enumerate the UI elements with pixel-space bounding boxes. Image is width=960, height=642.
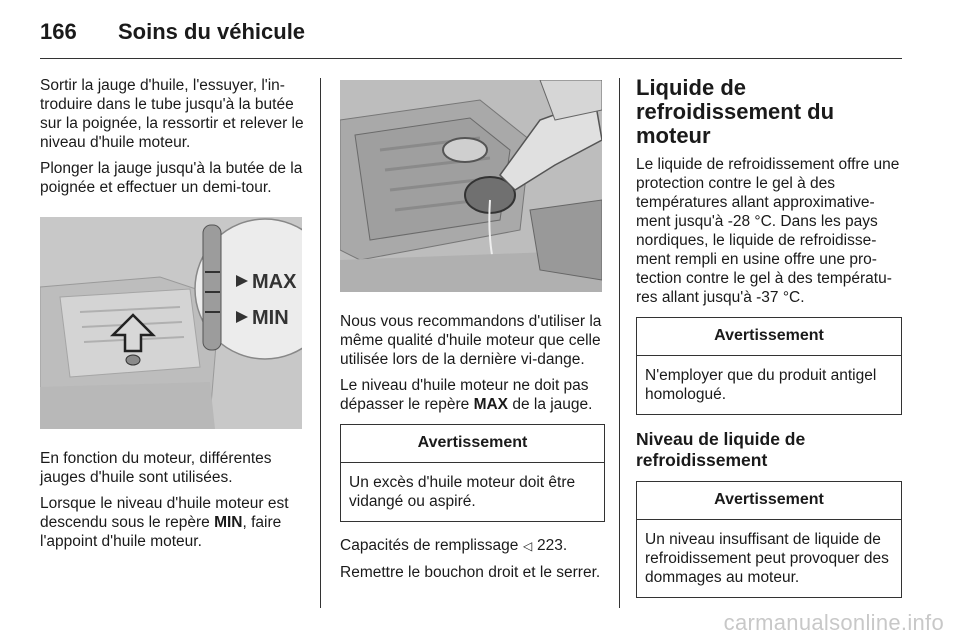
column-1 (40, 76, 305, 558)
paragraph: Nous vous recommandons d'utiliser la même qualité d'huile moteur que celle utilisée lors de la dernière vi-dange. (340, 313, 602, 368)
min-mark-label: MIN (252, 307, 289, 329)
warning-title: Avertissement (637, 318, 901, 356)
oil-filler-drawing (340, 80, 602, 292)
paragraph: Lorsque le niveau d'huile moteur est descendu sous le repère MIN, faire l'appoint d'huile moteur. (40, 495, 289, 550)
warning-body: Un niveau insuffisant de liquide de refroidissement peut provoquer des dommages au moteur. (645, 531, 889, 586)
page-number: 166 (40, 19, 77, 44)
section-heading: Liquide de refroidissement du moteur (636, 75, 835, 148)
warning-box (636, 317, 902, 415)
column-2 (340, 76, 605, 589)
page-reference-link[interactable]: 223. (536, 537, 568, 554)
column-divider (619, 78, 620, 608)
paragraph: Plonger la jauge jusqu'à la butée de la poignée et effectuer un demi-tour. (40, 160, 303, 196)
page-title: Soins du véhicule (118, 19, 306, 44)
watermark: carmanualsonline.info (723, 610, 944, 635)
warning-body: Un excès d'huile moteur doit être vidangé ou aspiré. (349, 474, 576, 510)
column-divider (320, 78, 321, 608)
paragraph: Sortir la jauge d'huile, l'essuyer, l'in-troduire dans le tube jusqu'à la butée sur la poignée, la ressortir et relever le niveau d'huile moteur. (40, 77, 304, 151)
page-header (40, 16, 305, 48)
min-mark-text: MIN (214, 514, 243, 531)
warning-body: N'employer que du produit antigel homologué. (645, 367, 877, 403)
warning-box (636, 481, 902, 598)
dipstick-illustration (40, 217, 302, 429)
column-3 (636, 76, 902, 612)
subsection-heading: Niveau de liquide de refroidissement (636, 429, 806, 470)
page-reference-icon: ◁ (523, 539, 533, 553)
warning-title: Avertissement (341, 425, 604, 463)
warning-title: Avertissement (637, 482, 901, 520)
paragraph: En fonction du moteur, différentes jauges d'huile sont utilisées. (40, 450, 272, 486)
header-divider (40, 58, 902, 59)
max-mark-text: MAX (473, 396, 509, 413)
paragraph: Le niveau d'huile moteur ne doit pas dépasser le repère MAX de la jauge. (340, 377, 593, 413)
max-mark-label: MAX (252, 271, 297, 293)
engine-dipstick-drawing (40, 217, 302, 429)
paragraph: Capacités de remplissage ◁ 223. (340, 537, 568, 554)
warning-box (340, 424, 605, 522)
paragraph: Le liquide de refroidissement offre une protection contre le gel à des températures allant approximative-ment jusqu'à -28 °C. Dans les pays nordiques, le liquide de refroidisse-ment rempli en usine offre une pro-tection contre le gel à des températu-res allant jusqu'à -37 °C. (636, 156, 900, 306)
oil-filling-illustration (340, 80, 602, 292)
paragraph: Remettre le bouchon droit et le serrer. (340, 564, 601, 581)
